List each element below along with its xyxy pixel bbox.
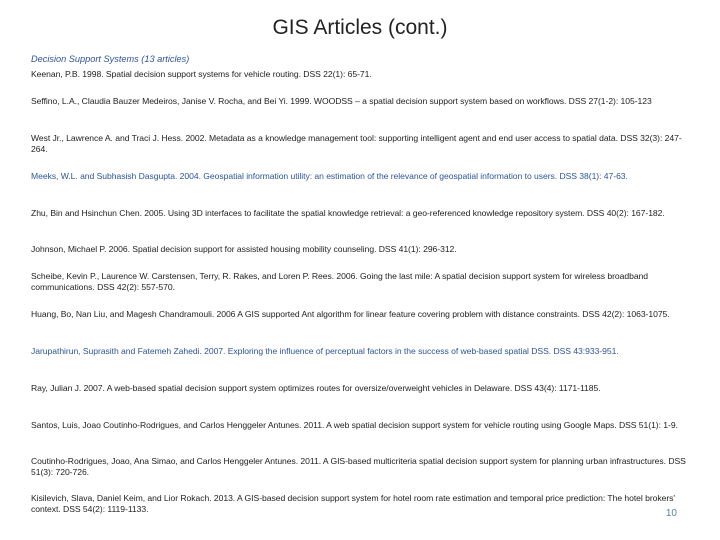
reference-item: Santos, Luis, Joao Coutinho-Rodrigues, and Carlos Henggeler Antunes. 2011. A web spatial decision support system for vehicle routing using Google Maps. DSS 51(1): 1-9.	[31, 420, 678, 430]
reference-item: Johnson, Michael P. 2006. Spatial decision support for assisted housing mobility counseling. DSS 41(1): 296-312.	[31, 244, 457, 254]
reference-item: Zhu, Bin and Hsinchun Chen. 2005. Using 3D interfaces to facilitate the spatial knowledge retrieval: a geo-referenced knowledge repository system. DSS 40(2): 167-182.	[31, 208, 665, 218]
reference-item: Kisilevich, Slava, Daniel Keim, and Lior Rokach. 2013. A GIS-based decision support system for hotel room rate estimation and temporal price prediction: The hotel brokers' context. DSS 54(2): 1119-1133.	[31, 493, 676, 514]
reference-item: Jarupathirun, Suprasith and Fatemeh Zahedi. 2007. Exploring the influence of perceptual factors in the success of web-based spatial DSS. DSS 43:933-951.	[31, 346, 619, 356]
page-number: 10	[665, 508, 677, 519]
reference-item: Coutinho-Rodrigues, Joao, Ana Simao, and Carlos Henggeler Antunes. 2011. A GIS-based multicriteria spatial decision support system for planning urban infrastructures. DSS 51(3): 720-726.	[31, 456, 686, 477]
reference-item: Ray, Julian J. 2007. A web-based spatial decision support system optimizes routes for oversize/overweight vehicles in Delaware. DSS 43(4): 1171-1185.	[31, 383, 601, 393]
reference-item: West Jr., Lawrence A. and Traci J. Hess. 2002. Metadata as a knowledge management tool: supporting intelligent agent and end user access to spatial data. DSS 32(3): 247-264.	[31, 133, 682, 154]
reference-item: Scheibe, Kevin P., Laurence W. Carstensen, Terry, R. Rakes, and Loren P. Rees. 2006. Going the last mile: A spatial decision support system for wireless broadband communications. DSS 42(2): 557-570.	[31, 271, 649, 292]
slide-title: GIS Articles (cont.)	[272, 16, 448, 39]
section-label: Decision Support Systems (13 articles)	[31, 54, 190, 64]
reference-item: Meeks, W.L. and Subhasish Dasgupta. 2004. Geospatial information utility: an estimation of the relevance of geospatial information to users. DSS 38(1): 47-63.	[31, 171, 628, 181]
reference-item: Huang, Bo, Nan Liu, and Magesh Chandramouli. 2006 A GIS supported Ant algorithm for linear feature covering problem with distance constraints. DSS 42(2): 1063-1075.	[31, 309, 670, 319]
reference-item: Seffino, L.A., Claudia Bauzer Medeiros, Janise V. Rocha, and Bei Yi. 1999. WOODSS – a spatial decision support system based on workflows. DSS 27(1-2): 105-123	[31, 96, 652, 106]
reference-item: Keenan, P.B. 1998. Spatial decision support systems for vehicle routing. DSS 22(1): 65-71.	[31, 69, 372, 79]
